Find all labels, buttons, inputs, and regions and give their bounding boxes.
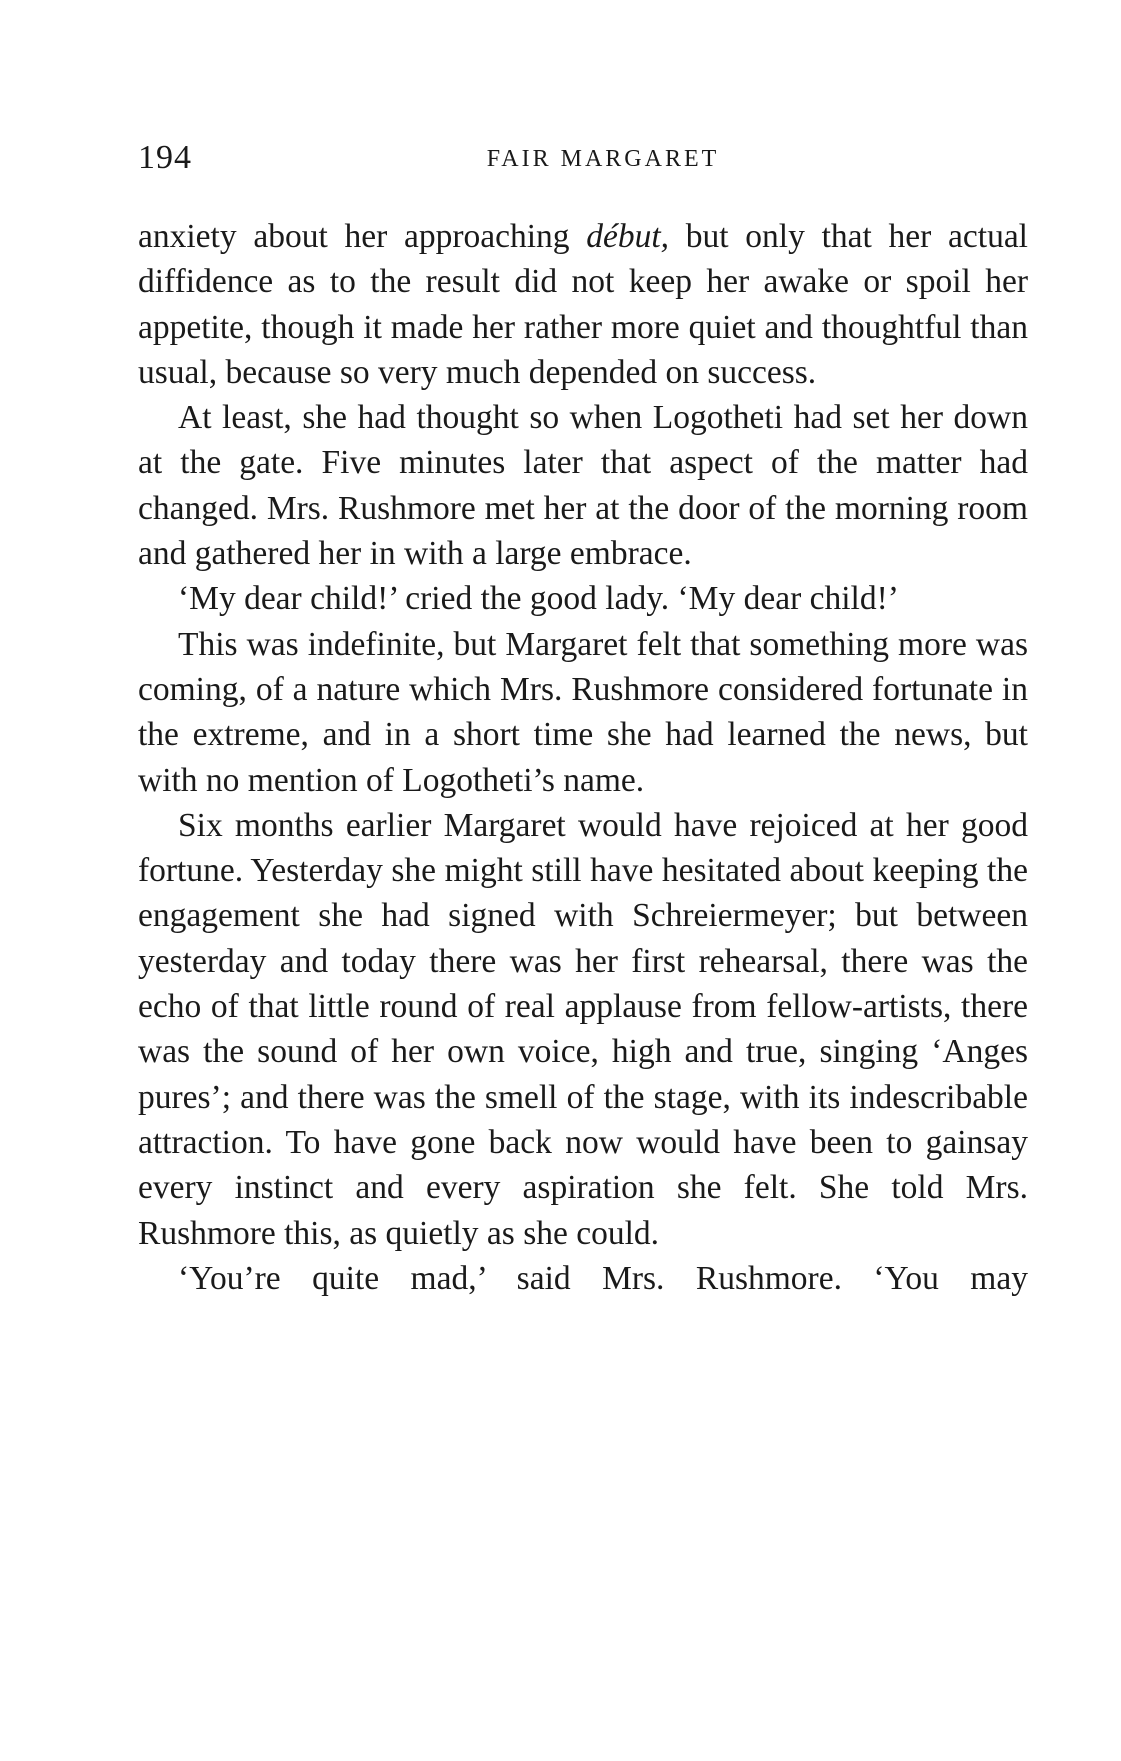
paragraph-5: Six months earlier Margaret would have rejoiced at her good fortune. Yesterday she might still have hesitated about keeping the engagement she had signed with Schreiermeyer; but between yesterday and today there was her first rehearsal, there was the echo of that little round of real applause from fellow-artists, there was the sound of her own voice, high and true, singing ‘Anges pures’; and there was the smell of the stage, with its indescribable attraction. To have gone back now would have been to gainsay every instinct and every aspiration she felt. She told Mrs. Rushmore this, as quietly as she could. [138, 806, 1028, 1252]
paragraph-1-text-before: anxiety about her approaching [138, 218, 587, 255]
paragraph-1 [138, 214, 1028, 395]
paragraph-3: ‘My dear child!’ cried the good lady. ‘My dear child!’ [178, 580, 899, 618]
paragraph-1-text-after: but only that her actual diffidence as to the result did not keep her awake or spoil her appetite, though it made her rather more quiet and thoughtful than usual, because so very much depended on success. [138, 218, 1028, 391]
paragraph-6: ‘You’re quite mad,’ said Mrs. Rushmore. ‘You may [178, 1259, 1028, 1297]
paragraph-4: This was indefinite, but Margaret felt that something more was coming, of a nature which Mrs. Rushmore considered fortunate in the extreme, and in a short time she had learned the news, but with no mention of Logotheti’s name. [138, 625, 1028, 799]
running-title: FAIR MARGARET [486, 146, 720, 172]
page-header [138, 138, 1028, 178]
paragraph-1-emphasis: début, [586, 218, 670, 255]
paragraph-2: At least, she had thought so when Logotheti had set her down at the gate. Five minutes later that aspect of the matter had changed. Mrs. Rushmore met her at the door of the morning room and gathered her in with a large embrace. [138, 399, 1028, 573]
body-text [138, 214, 1028, 1301]
page-number: 194 [138, 139, 192, 176]
